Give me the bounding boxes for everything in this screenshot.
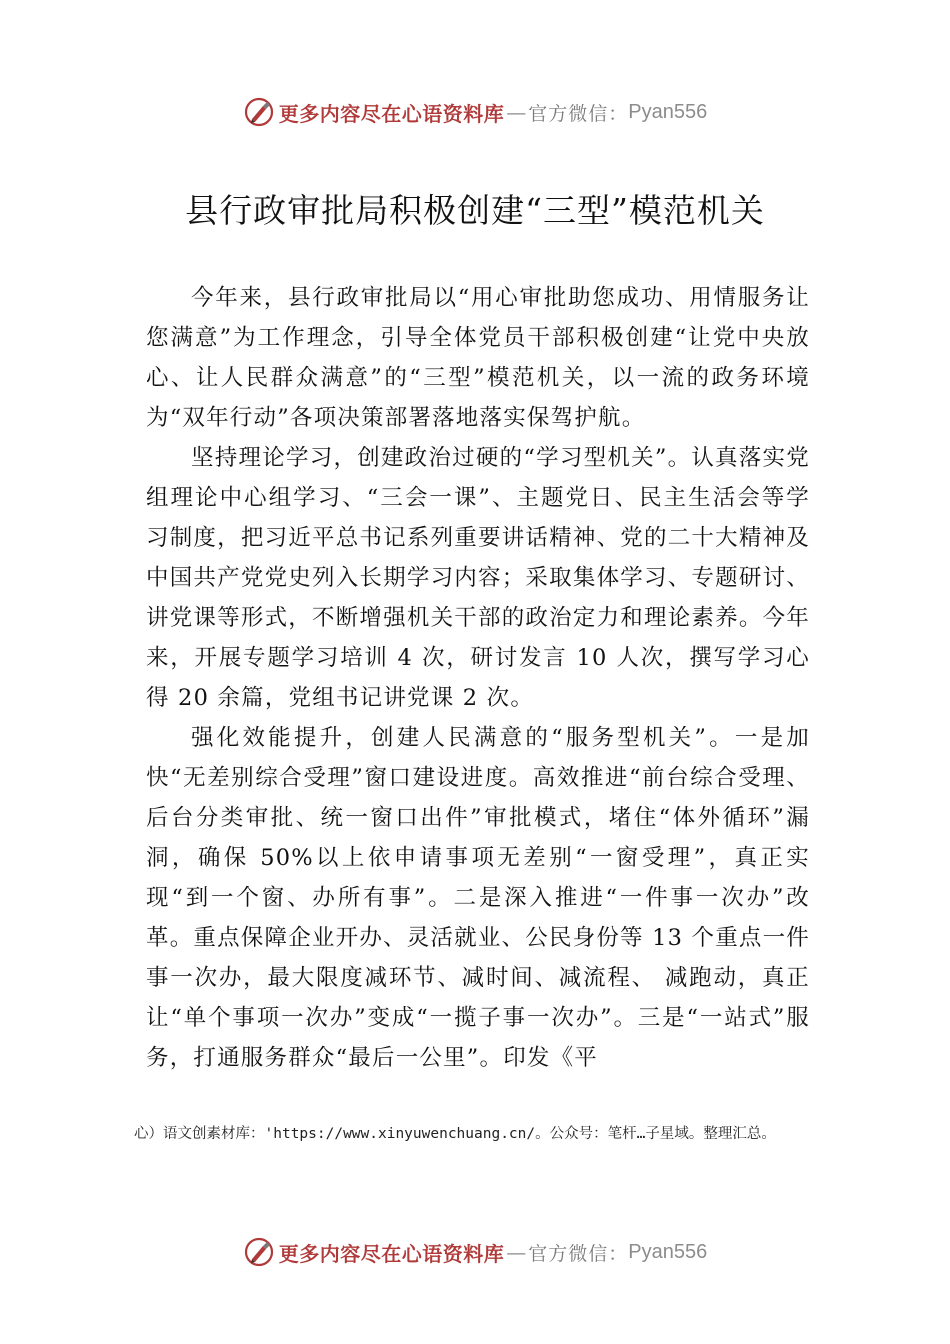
footer-banner [0,1232,950,1272]
document-title: 县行政审批局积极创建“三型”模范机关 [185,191,765,230]
banner-official-label: 官方微信： [528,1242,629,1265]
paragraph-learning: 坚持理论学习，创建政治过硬的“学习型机关”。认真落实党组理论中心组学习、“三会一课”、主题党日、民主生活会等学习制度，把习近平总书记系列重要讲话精神、党的二十大精神及中国共产党党史列入长期学习内容；采取集体学习、专题研讨、讲党课等形式，不断增强机关干部的政治定力和理论素养。今年来，开展专题学习培训 4 次，研讨发言 10 人次，撰写学习心得 20 余篇，党组书记讲党课 2 次。 [146,445,810,711]
banner-brand-text: 更多内容尽在心语资料库 [278,101,505,126]
banner-wechat-id: Pyan556 [628,1240,708,1263]
banner-dash: — [506,1240,527,1264]
paragraph-intro: 今年来，县行政审批局以“用心审批助您成功、用情服务让您满意”为工作理念，引导全体党员干部积极创建“让党中央放心、让人民群众满意”的“三型”模范机关，以一流的政务环境为“双年行动”各项决策部署落地落实保驾护航。 [146,285,810,431]
banner-official-label: 官方微信： [528,102,629,125]
banner-dash: — [506,100,527,124]
pen-logo-icon [243,96,275,128]
paragraph-service: 强化效能提升，创建人民满意的“服务型机关”。一是加快“无差别综合受理”窗口建设进度。高效推进“前台综合受理、后台分类审批、统一窗口出件”审批模式，堵住“体外循环”漏洞，确保 50%以上依申请事项无差别“一窗受理”，真正实现“到一个窗、办所有事”。二是深入推进“一件事一次办”改革。重点保障企业开办、灵活就业、公民身份等 13 个重点一件事一次办，最大限度减环节、减时间、减流程、 减跑动，真正让“单个事项一次办”变成“一揽子事一次办”。三是“一站式”服务，打通服务群众“最后一公里”。印发《平 [146,725,810,1071]
pen-logo-icon [243,1236,275,1268]
document-body [146,278,810,1078]
source-footnote: 心）语文创素材库：'https://www.xinyuwenchuang.cn/。公众号：笔杆…子星域。整理汇总。 [134,1126,776,1142]
banner-brand-text: 更多内容尽在心语资料库 [278,1241,505,1266]
banner-wechat-id: Pyan556 [628,100,708,123]
header-banner [0,92,950,132]
